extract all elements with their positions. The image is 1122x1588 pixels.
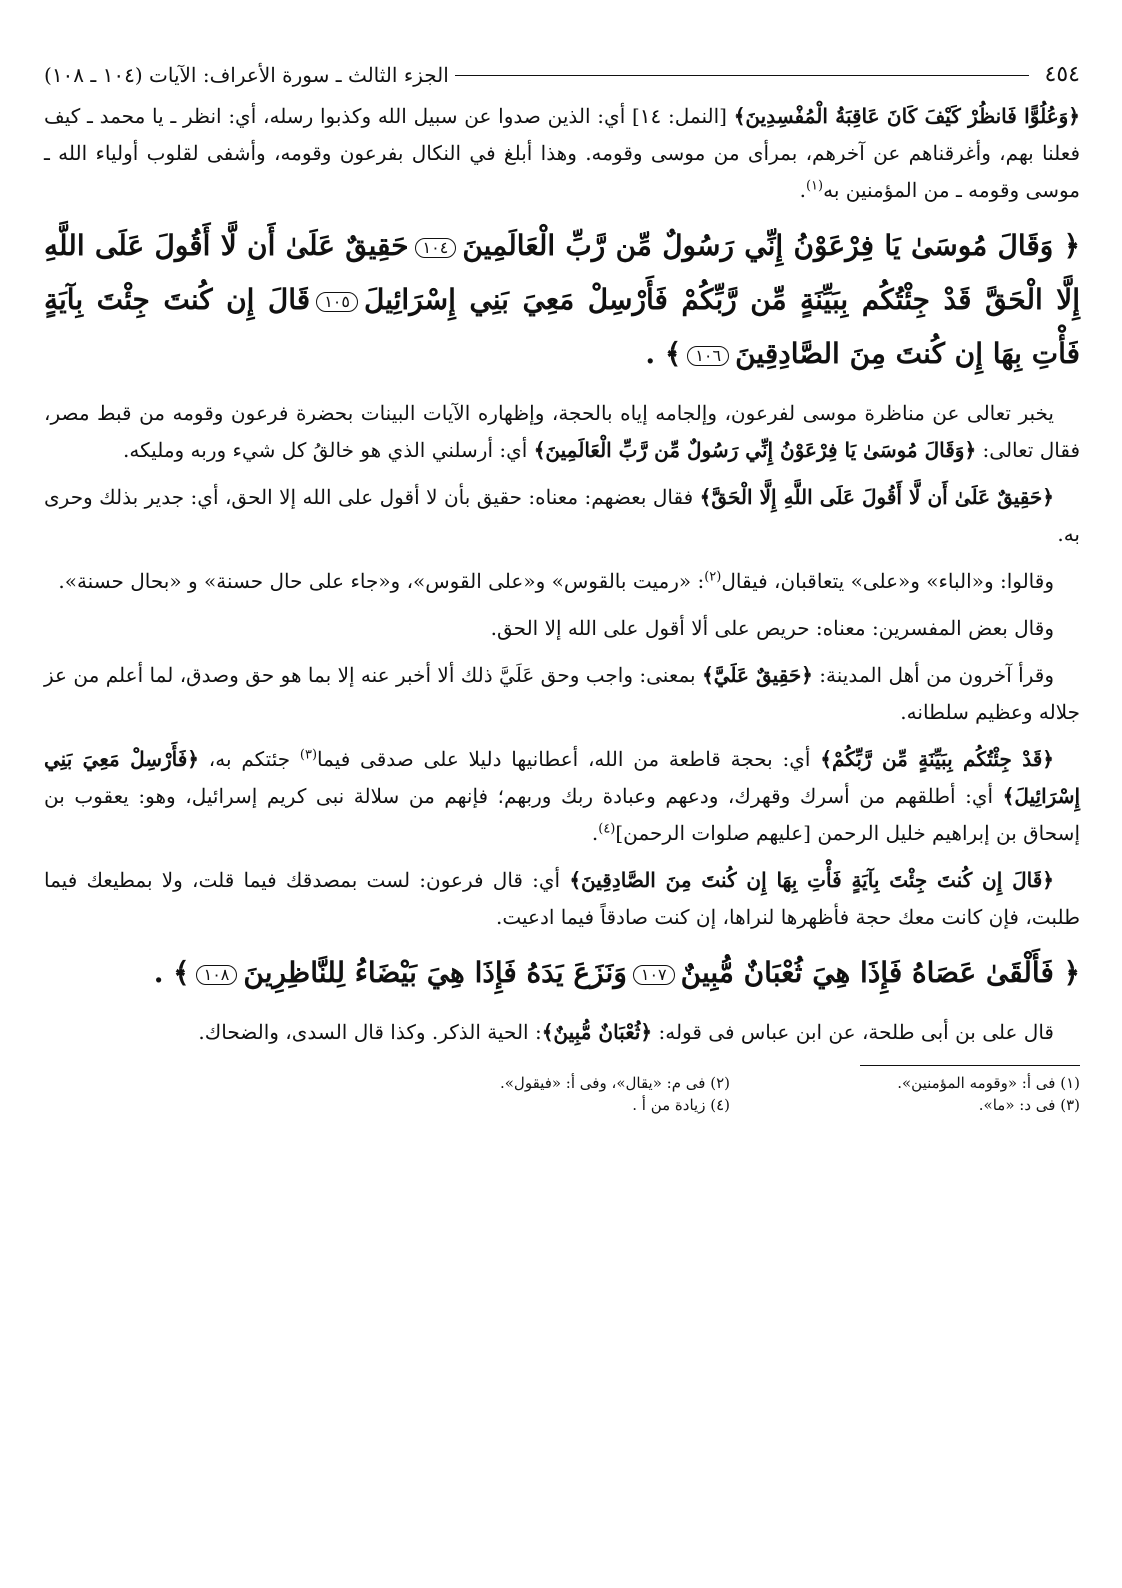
quoted-verse: ﴿قَالَ إِن كُنتَ جِئْتَ بِآيَةٍ فَأْتِ بِهَا إِن كُنتَ مِنَ الصَّادِقِينَ﴾ (569, 868, 1055, 892)
verse-number: ١٠٦ (687, 346, 729, 366)
footnote: (٢) فى م: «يقال»، وفى أ: «فيقول». (499, 1074, 730, 1092)
footnotes (44, 1072, 1080, 1116)
tafsir-paragraph: ﴿قَدْ جِئْتُكُم بِبَيِّنَةٍ مِّن رَّبِّكُمْ﴾ أي: بحجة قاطعة من الله، أعطانيها دليلا على صدقى فيما$^{(٣)}$ جئتكم به، ﴿فَأَرْسِلْ مَعِيَ بَنِي إِسْرَائِيلَ﴾ أي: أطلقهم من أسرك وقهرك، ودعهم وعبادة ربك وربهم؛ فإنهم من سلالة نبى كريم إسرائيل، وهو: يعقوب بن إسحاق بن إبراهيم خليل الرحمن [عليهم صلوات الرحمن]$^{(٤)}$. (44, 747, 1081, 845)
intro-quote: ﴿وَعُلُوًّا فَانظُرْ كَيْفَ كَانَ عَاقِبَةُ الْمُفْسِدِينَ﴾ (733, 104, 1080, 128)
page-number: ٤٥٤ (1044, 62, 1080, 87)
footnote: (٣) فى د: «ما». (978, 1096, 1080, 1114)
tafsir-paragraph: قال على بن أبى طلحة، عن ابن عباس فى قوله: ﴿ثُعْبَانٌ مُّبِينٌ﴾: الحية الذكر. وكذا قال السدى، والضحاك. (198, 1020, 1054, 1044)
footnote-ref: (٣) (299, 747, 318, 763)
footnote-ref: (١) (805, 178, 824, 194)
verse-number: ١٠٨ (196, 965, 238, 985)
document-page (44, 60, 1080, 1560)
header-rule (455, 75, 1029, 76)
footnote: (٤) زيادة من أ . (632, 1096, 730, 1114)
quoted-verse: ﴿وَقَالَ مُوسَىٰ يَا فِرْعَوْنُ إِنِّي رَسُولٌ مِّن رَّبِّ الْعَالَمِينَ﴾ (533, 438, 977, 462)
quoted-verse: ﴿حَقِيقٌ عَلَىٰ أَن لَّا أَقُولَ عَلَى اللَّهِ إِلَّا الْحَقَّ﴾ (699, 485, 1054, 509)
footnote-rule (860, 1065, 1080, 1066)
footnote: (١) فى أ: «وقومه المؤمنين». (897, 1074, 1080, 1092)
footnote-ref: (٤) (598, 821, 616, 837)
quoted-verse: ﴿قَدْ جِئْتُكُم بِبَيِّنَةٍ مِّن رَّبِّكُمْ﴾ (820, 747, 1054, 771)
tafsir-paragraph: وقالوا: و«الباء» و«على» يتعاقبان، فيقال$^{(٢)}$: «رميت بالقوس» و«على القوس»، و«جاء على حال حسنة» و «بحال حسنة». (58, 569, 1054, 593)
verse-text: وَنَزَعَ يَدَهُ فَإِذَا هِيَ بَيْضَاءُ لِلنَّاظِرِينَ (243, 956, 627, 989)
quoted-verse: ﴿حَقِيقٌ عَلَيَّ﴾ (702, 663, 813, 687)
intro-paragraph: ﴿وَعُلُوًّا فَانظُرْ كَيْفَ كَانَ عَاقِبَةُ الْمُفْسِدِينَ﴾ [النمل: ١٤] أي: الذين صدوا عن سبيل الله وكذبوا رسله، أي: انظر ـ يا محمد ـ كيف فعلنا بهم، وأغرقناهم عن آخرهم، بمرأى من موسى وقومه. وهذا أبلغ في النكال بفرعون وقومه، وأشفى لقلوب أولياء الله ـ موسى وقومه ـ من المؤمنين به$^{(١)}$. (44, 104, 1080, 202)
tafsir-paragraph: يخبر تعالى عن مناظرة موسى لفرعون، وإلجامه إياه بالحجة، وإظهاره الآيات البينات بحضرة فرعون وقومه من قبط مصر، فقال تعالى: ﴿وَقَالَ مُوسَىٰ يَا فِرْعَوْنُ إِنِّي رَسُولٌ مِّن رَّبِّ الْعَالَمِينَ﴾ أي: أرسلني الذي هو خالقُ كل شيء وربه ومليكه. (44, 401, 1080, 462)
verse-text: وَقَالَ مُوسَىٰ يَا فِرْعَوْنُ إِنِّي رَسُولٌ مِّن رَّبِّ الْعَالَمِينَ (462, 229, 1054, 262)
quoted-verse: ﴿ثُعْبَانٌ مُّبِينٌ﴾ (541, 1020, 653, 1044)
tafsir-paragraph: وقال بعض المفسرين: معناه: حريص على ألا أقول على الله إلا الحق. (490, 616, 1054, 640)
verse-text: فَأَلْقَىٰ عَصَاهُ فَإِذَا هِيَ ثُعْبَانٌ مُّبِينٌ (680, 956, 1054, 989)
verse-number: ١٠٥ (316, 292, 358, 312)
verse-number: ١٠٧ (633, 965, 675, 985)
tafsir-paragraph: وقرأ آخرون من أهل المدينة: ﴿حَقِيقٌ عَلَيَّ﴾ بمعنى: واجب وحق عَلَيَّ ذلك ألا أخبر عنه إلا بما هو حق وصدق، لما أعلم من عز جلاله وعظيم سلطانه. (44, 663, 1080, 724)
footnote-ref: (٢) (704, 569, 722, 585)
running-header (44, 60, 1080, 90)
quran-verse-block: ﴿ فَأَلْقَىٰ عَصَاهُ فَإِذَا هِيَ ثُعْبَانٌ مُّبِينٌ١٠٧وَنَزَعَ يَدَهُ فَإِذَا هِيَ بَيْضَاءُ لِلنَّاظِرِينَ١٠٨﴾ . (153, 956, 1080, 989)
verse-number: ١٠٤ (415, 238, 457, 258)
header-title: الجزء الثالث ـ سورة الأعراف: الآيات (١٠٤ ـ ١٠٨) (44, 63, 449, 87)
quran-verse-block: ﴿ وَقَالَ مُوسَىٰ يَا فِرْعَوْنُ إِنِّي رَسُولٌ مِّن رَّبِّ الْعَالَمِينَ١٠٤حَقِيقٌ عَلَىٰ أَن لَّا أَقُولَ عَلَى اللَّهِ إِلَّا الْحَقَّ قَدْ جِئْتُكُم بِبَيِّنَةٍ مِّن رَّبِّكُمْ فَأَرْسِلْ مَعِيَ بَنِي إِسْرَائِيلَ١٠٥قَالَ إِن كُنتَ جِئْتَ بِآيَةٍ فَأْتِ بِهَا إِن كُنتَ مِنَ الصَّادِقِينَ١٠٦﴾ . (44, 229, 1081, 370)
tafsir-paragraph: ﴿حَقِيقٌ عَلَىٰ أَن لَّا أَقُولَ عَلَى اللَّهِ إِلَّا الْحَقَّ﴾ فقال بعضهم: معناه: حقيق بأن لا أقول على الله إلا الحق، أي: جدير بذلك وحرى به. (44, 485, 1080, 546)
verse-text: حَقِيقٌ عَلَىٰ أَن لَّا أَقُولَ عَلَى اللَّهِ إِلَّا الْحَقَّ قَدْ جِئْتُكُم بِبَيِّنَةٍ مِّن رَّبِّكُمْ فَأَرْسِلْ مَعِيَ بَنِي إِسْرَائِيلَ (44, 229, 1081, 316)
tafsir-paragraph: ﴿قَالَ إِن كُنتَ جِئْتَ بِآيَةٍ فَأْتِ بِهَا إِن كُنتَ مِنَ الصَّادِقِينَ﴾ أي: قال فرعون: لست بمصدقك فيما قلت، ولا بمطيعك فيما طلبت، فإن كانت معك حجة فأظهرها لنراها، إن كنت صادقاً فيما ادعيت. (44, 868, 1080, 929)
quoted-verse: ﴿فَأَرْسِلْ مَعِيَ بَنِي إِسْرَائِيلَ﴾ (44, 747, 1081, 808)
verse-text: قَالَ إِن كُنتَ جِئْتَ بِآيَةٍ فَأْتِ بِهَا إِن كُنتَ مِنَ الصَّادِقِينَ (44, 283, 1080, 370)
